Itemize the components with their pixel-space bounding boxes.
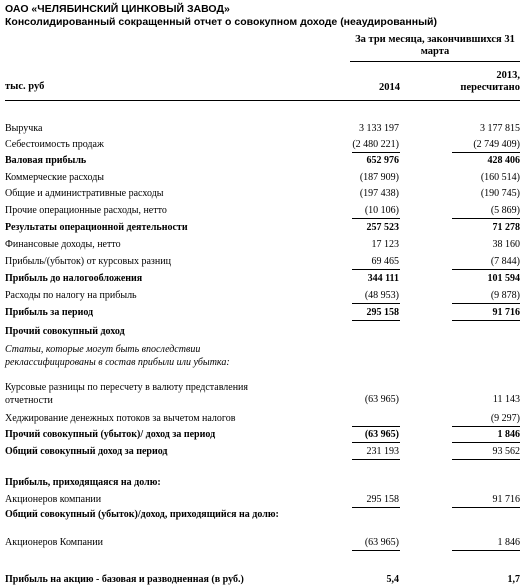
value-2014: 295 158 [366,307,399,318]
row-label: Прибыль на акцию - базовая и разводненная (в руб.) [5,574,244,585]
value-2014: (187 909) [359,172,399,183]
row-label: Финансовые доходы, нетто [5,239,121,250]
report-subtitle: Консолидированный сокращенный отчет о совокупном доходе (неаудированный) [5,16,437,28]
value-2013: 1 846 [497,537,520,548]
underline [352,442,400,443]
value-2014: (63 965) [364,429,399,440]
row-label: Хеджирование денежных потоков за вычетом налогов [5,413,236,424]
value-2014: 17 123 [371,239,399,250]
underline [452,320,520,321]
row-label: Себестоимость продаж [5,139,104,150]
row-label: Расходы по налогу на прибыль [5,290,137,301]
underline [352,320,400,321]
value-2014: 231 193 [366,446,399,457]
value-2014: (2 480 221) [352,139,399,150]
table-row [0,123,524,136]
row-label: Прибыль/(убыток) от курсовых разниц [5,256,171,267]
value-2013: (160 514) [480,172,520,183]
value-2013: 11 143 [492,394,520,405]
underline [352,303,400,304]
company-title: ОАО «ЧЕЛЯБИНСКИЙ ЦИНКОВЫЙ ЗАВОД» [5,3,230,15]
row-label: Акционеров Компании [5,537,103,548]
underline [352,152,400,153]
table-row [0,256,524,269]
table-row [0,273,524,286]
row-label: Прибыль, приходящаяся на долю: [5,477,161,488]
table-row [0,326,524,339]
value-2014: (63 965) [364,394,399,405]
value-2013: 101 594 [487,273,520,284]
value-2013: 1 846 [497,429,520,440]
row-label: Валовая прибыль [5,155,87,166]
value-2014: 344 111 [367,273,399,284]
value-2014: (10 106) [364,205,399,216]
row-label: Акционеров компании [5,494,102,505]
table-row [0,155,524,168]
underline [452,303,520,304]
row-label: Прибыль за период [5,307,94,318]
value-2013: 71 278 [492,222,520,233]
value-2013: (2 749 409) [473,139,520,150]
value-2013: 428 406 [487,155,520,166]
underline [352,426,400,427]
table-row [0,172,524,185]
value-2013: (190 745) [480,188,520,199]
underline [352,218,400,219]
table-row [0,307,524,320]
underline [452,218,520,219]
row-label: Прочий совокупный (убыток)/ доход за период [5,429,216,440]
column-header-2013: 2013, пересчитано [460,70,520,93]
value-2013: 1,7 [507,574,520,585]
value-2014: 257 523 [366,222,399,233]
value-2013: 91 716 [492,307,520,318]
table-row [0,508,524,536]
value-2014: (63 965) [364,537,399,548]
value-2014: 295 158 [366,494,399,505]
value-2013: (7 844) [490,256,520,267]
underline [452,459,520,460]
table-row [0,413,524,426]
table-row [0,188,524,201]
underline [452,269,520,270]
underline [452,550,520,551]
value-2013: (5 869) [490,205,520,216]
table-row [0,381,524,409]
table-row [0,446,524,459]
row-label: Прибыль до налогообложения [5,273,143,284]
table-row [0,477,524,490]
row-label: Прочий совокупный доход [5,326,125,337]
value-2014: (48 953) [364,290,399,301]
table-row [0,205,524,218]
value-2013: 93 562 [492,446,520,457]
value-2013: 3 177 815 [480,123,520,134]
table-row [0,537,524,550]
table-row [0,343,524,373]
value-2013: (9 878) [490,290,520,301]
header-divider [5,100,520,101]
value-2013: 38 160 [492,239,520,250]
unit-label: тыс. руб [5,81,45,92]
underline [452,442,520,443]
table-row [0,139,524,152]
table-row [0,429,524,442]
value-2014: 652 976 [366,155,399,166]
row-label: Общие и административные расходы [5,188,164,199]
table-row [0,239,524,252]
value-2014: (197 438) [359,188,399,199]
row-label: Общий совокупный доход за период [5,446,168,457]
row-label: Результаты операционной деятельности [5,222,188,233]
table-row [0,290,524,303]
table-row [0,222,524,235]
underline [352,269,400,270]
value-2014: 3 133 197 [359,123,399,134]
column-header-2014: 2014 [379,82,400,93]
value-2014: 5,4 [386,574,399,585]
underline [452,152,520,153]
underline [352,550,400,551]
underline [452,426,520,427]
row-label: Общий совокупный (убыток)/доход, приходящийся на долю: [5,509,279,520]
row-label: Выручка [5,123,43,134]
row-label: Прочие операционные расходы, нетто [5,205,167,216]
period-header: За три месяца, закончившихся 31 марта [355,34,515,57]
value-2014: 69 465 [371,256,399,267]
period-header-underline [350,61,520,62]
row-label: Курсовые разницы по пересчету в валюту представления отчетности [5,382,249,406]
row-label: Статьи, которые могут быть впоследствии реклассифицированы в состав прибыли или убытка: [5,344,230,368]
value-2013: (9 297) [490,413,520,424]
row-label: Коммерческие расходы [5,172,105,183]
table-row [0,494,524,507]
value-2013: 91 716 [492,494,520,505]
table-row [0,574,524,587]
underline [352,459,400,460]
